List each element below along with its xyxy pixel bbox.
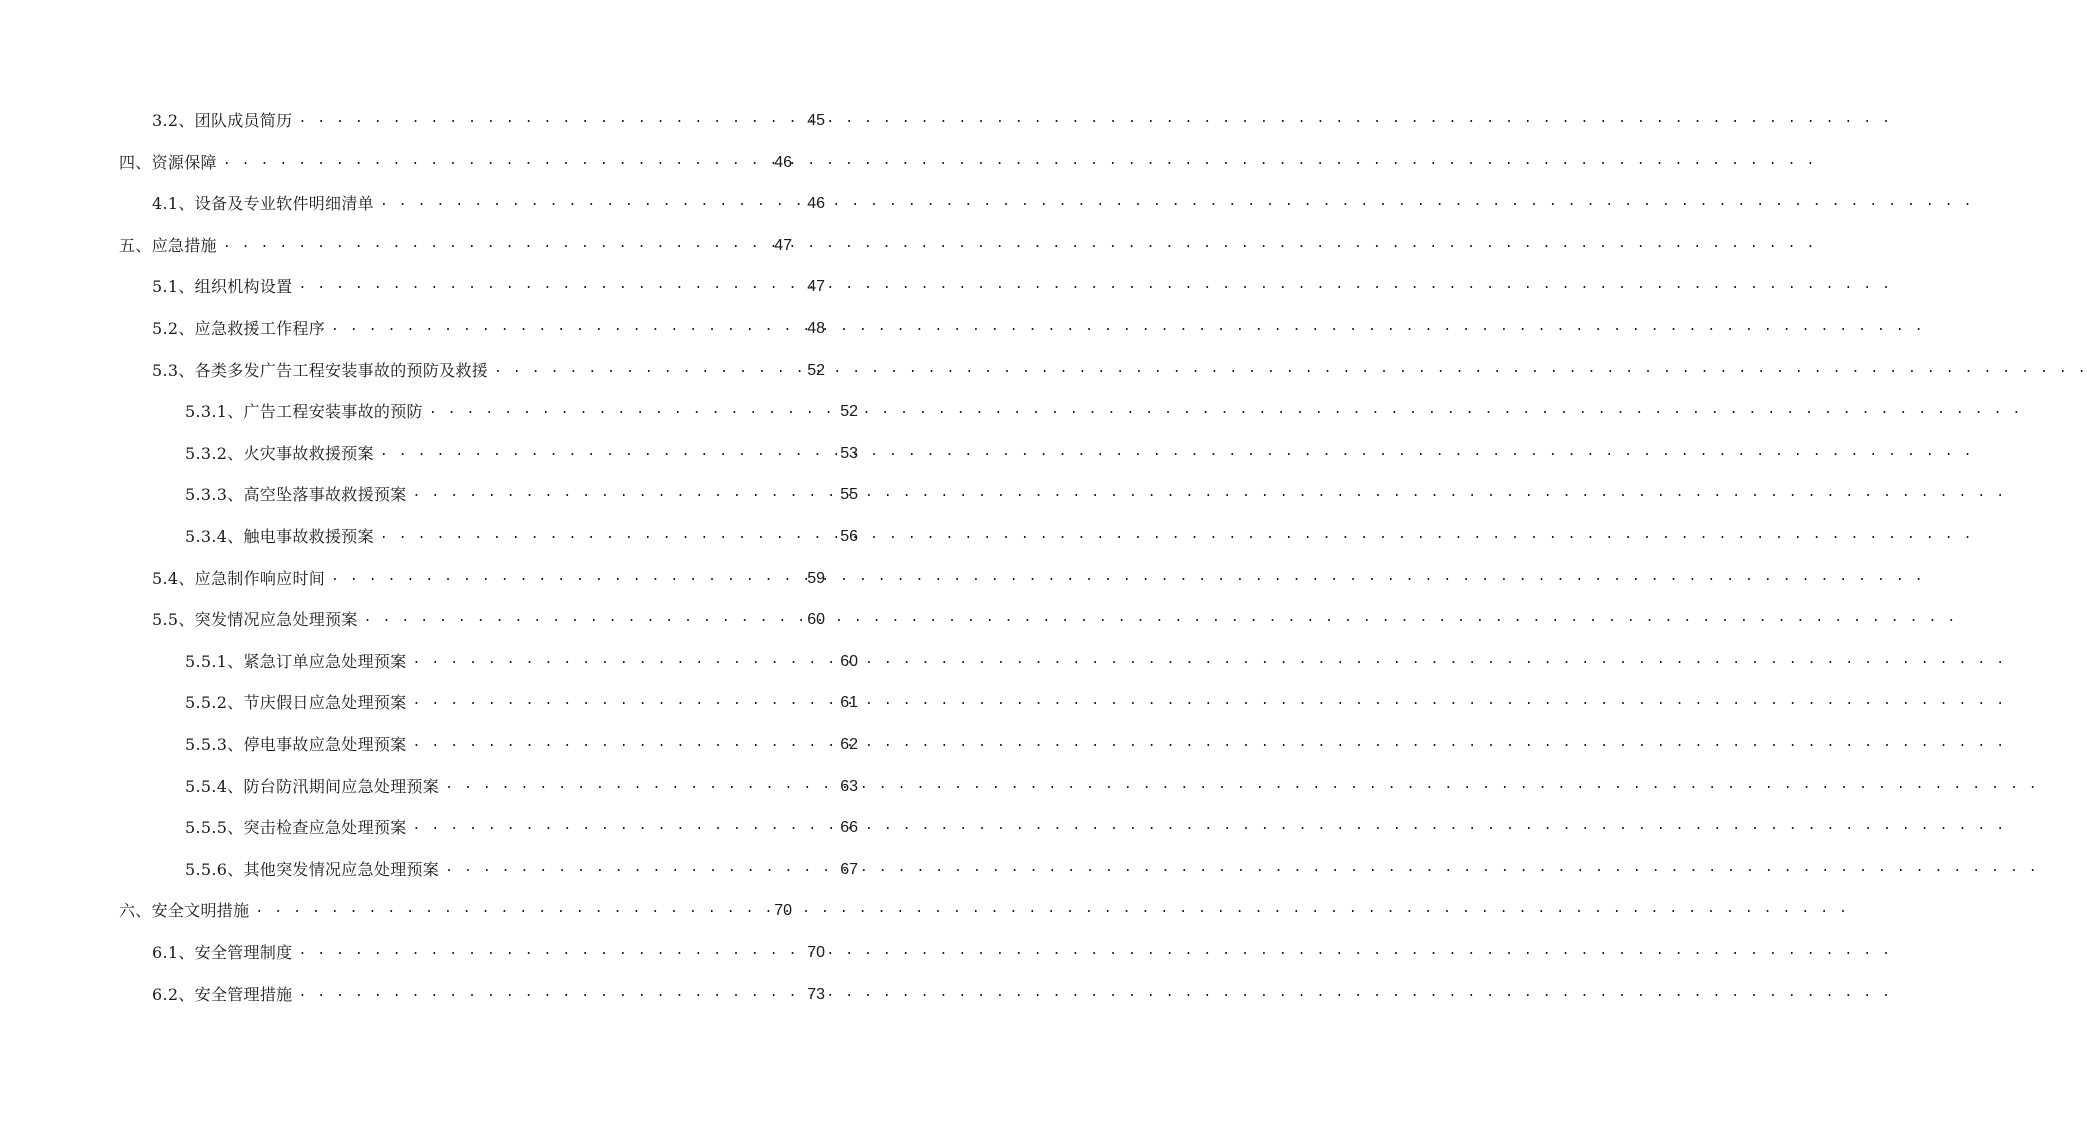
toc-dot-leader — [413, 485, 830, 505]
toc-entry[interactable] — [0, 769, 978, 797]
toc-dot-leader — [223, 236, 764, 256]
toc-entry-title: 5.5.3、停电事故应急处理预案 — [185, 735, 407, 754]
toc-entry[interactable] — [0, 519, 978, 547]
toc-dot-leader — [255, 901, 764, 921]
toc-dot-leader — [331, 569, 797, 589]
toc-entry-page-number: 45 — [807, 112, 825, 129]
toc-entry-page-number: 63 — [840, 777, 858, 795]
toc-entry-title: 5.2、应急救援工作程序 — [152, 319, 326, 338]
toc-entry-title: 六、安全文明措施 — [119, 901, 250, 921]
toc-entry[interactable] — [0, 145, 912, 173]
toc-entry[interactable] — [0, 561, 945, 589]
toc-entry[interactable] — [0, 103, 945, 131]
table-of-contents — [0, 0, 858, 1122]
toc-entry-page-number: 67 — [840, 860, 858, 878]
toc-entry-title: 5.5.6、其他突发情况应急处理预案 — [185, 859, 440, 879]
toc-entry-page-number: 47 — [807, 278, 825, 296]
toc-entry-title: 5.3.4、触电事故救援预案 — [185, 527, 374, 546]
toc-entry[interactable] — [0, 394, 978, 422]
toc-entry-page-number: 60 — [840, 652, 858, 670]
toc-entry-title: 5.5.4、防台防汛期间应急处理预案 — [185, 776, 440, 796]
toc-entry-title: 6.1、安全管理制度 — [152, 943, 293, 962]
toc-dot-leader — [298, 943, 797, 963]
toc-dot-leader — [380, 527, 830, 547]
toc-entry-title: 5.3.1、广告工程安装事故的预防 — [185, 402, 423, 422]
toc-dot-leader — [429, 402, 830, 422]
toc-dot-leader — [380, 444, 830, 464]
toc-entry-page-number: 60 — [807, 611, 825, 629]
toc-entry-page-number: 56 — [840, 528, 858, 545]
toc-entry-title: 6.2、安全管理措施 — [152, 984, 293, 1004]
toc-entry[interactable] — [0, 186, 945, 214]
toc-entry[interactable] — [0, 269, 945, 297]
toc-dot-leader — [223, 153, 764, 173]
toc-entry-title: 5.5.1、紧急订单应急处理预案 — [185, 651, 407, 671]
toc-entry[interactable] — [0, 644, 978, 672]
toc-entry-page-number: 52 — [840, 403, 858, 421]
toc-entry-page-number: 61 — [840, 694, 858, 712]
toc-dot-leader — [413, 818, 830, 838]
toc-entry[interactable] — [0, 852, 978, 880]
toc-entry[interactable] — [0, 685, 978, 713]
toc-entry-title: 4.1、设备及专业软件明细清单 — [152, 194, 374, 214]
toc-entry-title: 5.3.3、高空坠落事故救援预案 — [185, 485, 407, 505]
toc-dot-leader — [413, 735, 830, 755]
toc-dot-leader — [380, 194, 797, 214]
toc-entry-page-number: 70 — [774, 902, 792, 920]
toc-entry[interactable] — [0, 602, 945, 630]
toc-entry-page-number: 52 — [807, 361, 825, 379]
toc-dot-leader — [364, 610, 797, 630]
toc-dot-leader — [298, 277, 797, 297]
toc-entry[interactable] — [0, 436, 978, 464]
toc-entry-title: 5.5、突发情况应急处理预案 — [152, 610, 358, 630]
toc-entry-page-number: 55 — [840, 486, 858, 504]
toc-entry-page-number: 48 — [807, 320, 825, 337]
toc-entry-page-number: 47 — [774, 236, 792, 254]
toc-entry[interactable] — [0, 727, 978, 755]
toc-entry[interactable] — [0, 228, 912, 256]
toc-entry-title: 5.4、应急制作响应时间 — [152, 568, 326, 588]
toc-entry-title: 5.5.2、节庆假日应急处理预案 — [185, 693, 407, 713]
toc-entry[interactable] — [0, 893, 912, 921]
toc-entry[interactable] — [0, 311, 945, 339]
toc-entry-page-number: 53 — [840, 444, 858, 462]
toc-entry-title: 5.3.2、火灾事故救援预案 — [185, 443, 374, 463]
toc-entry[interactable] — [0, 810, 978, 838]
toc-entry-page-number: 66 — [840, 819, 858, 837]
toc-entry[interactable] — [0, 977, 945, 1005]
toc-entry-title: 5.1、组织机构设置 — [152, 277, 293, 297]
toc-entry-page-number: 62 — [840, 736, 858, 753]
toc-entry-page-number: 59 — [807, 569, 825, 587]
toc-dot-leader — [413, 652, 830, 672]
toc-entry[interactable] — [0, 353, 945, 381]
toc-dot-leader — [445, 860, 830, 880]
toc-entry-title: 四、资源保障 — [119, 152, 217, 172]
toc-entry-page-number: 73 — [807, 985, 825, 1003]
toc-dot-leader — [298, 111, 797, 131]
toc-entry[interactable] — [0, 477, 978, 505]
toc-entry-title: 5.5.5、突击检查应急处理预案 — [185, 818, 407, 838]
toc-entry-title: 五、应急措施 — [119, 235, 217, 255]
toc-entry-page-number: 70 — [807, 944, 825, 961]
toc-dot-leader — [298, 985, 797, 1005]
toc-entry-page-number: 46 — [807, 195, 825, 213]
toc-dot-leader — [494, 361, 797, 381]
toc-dot-leader — [331, 319, 797, 339]
toc-dot-leader — [445, 777, 830, 797]
toc-entry-title: 5.3、各类多发广告工程安装事故的预防及救援 — [152, 360, 489, 380]
toc-entry-title: 3.2、团队成员简历 — [152, 111, 293, 130]
toc-entry-page-number: 46 — [774, 153, 792, 171]
toc-entry[interactable] — [0, 935, 945, 963]
toc-dot-leader — [413, 693, 830, 713]
